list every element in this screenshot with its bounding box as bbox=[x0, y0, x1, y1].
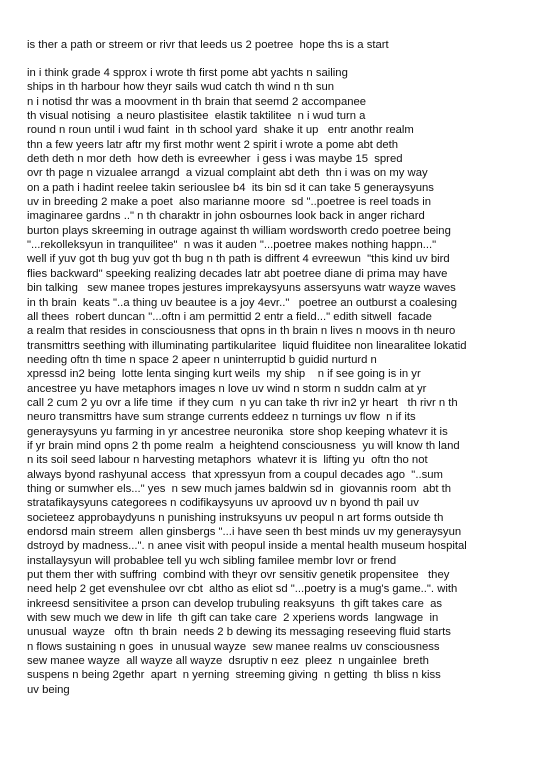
poem-line: n flows sustaining n goes in unusual wayze sew manee realms uv consciousness bbox=[27, 640, 440, 653]
poem-page bbox=[27, 38, 547, 697]
poem-line: xpressd in2 being lotte lenta singing kurt weils my ship n if see going is in yr bbox=[27, 368, 421, 381]
poem-line: societeez approbaydyuns n punishing instruksyuns uv peopul n art forms outside th bbox=[27, 511, 444, 524]
poem-line: n i notisd thr was a moovment in th brain that seemd 2 accompanee bbox=[27, 95, 367, 108]
poem-line: always byond rashyunal access that xpressyun from a coupul decades ago "..sum bbox=[27, 468, 443, 481]
poem-line: round n roun until i wud faint in th school yard shake it up entr anothr realm bbox=[27, 124, 414, 137]
poem-line: unusual wayze oftn th brain needs 2 b dewing its messaging reseeving fluid starts bbox=[27, 626, 451, 639]
poem-line: ancestree yu have metaphors images n love uv wind n storm n suddn calm at yr bbox=[27, 382, 427, 395]
poem-line: a realm that resides in consciousness that opns in th brain n lives n moovs in th neuro bbox=[27, 325, 456, 338]
page-title: is ther a path or streem or rivr that leeds us 2 poetree hope ths is a start bbox=[27, 39, 389, 51]
poem-line: all thees robert duncan "...oftn i am permittid 2 entr a field..." edith sitwell facade bbox=[27, 310, 432, 323]
poem-line: on a path i hadint reelee takin seriouslee b4 its bin sd it can take 5 generaysyuns bbox=[27, 181, 434, 194]
poem-line: need help 2 get evenshulee ovr cbt altho as eliot sd "...poetry is a mug's game..". with bbox=[27, 583, 458, 596]
poem-line: thing or sumwher els..." yes n sew much james baldwin sd in giovannis room abt th bbox=[27, 482, 452, 495]
poem-line: in i think grade 4 spprox i wrote th first pome abt yachts n sailing bbox=[27, 67, 348, 79]
poem-line: put them ther with suffring combind with theyr ovr sensitiv genetik propensitee they bbox=[27, 569, 450, 582]
poem-line: in th brain keats "..a thing uv beautee is a joy 4evr.." poetree an outburst a coalesing bbox=[27, 296, 458, 309]
poem-line: stratafikaysyuns categorees n codifikaysyuns uv aproovd uv n byond th pail uv bbox=[27, 497, 419, 510]
poem-line: burton plays skreeming in outrage against th william wordsworth credo poetree being bbox=[27, 224, 451, 237]
poem-line: bin talking sew manee tropes jestures imprekaysyuns assersyuns watr wayze waves bbox=[27, 282, 456, 295]
poem-line: installaysyun will probablee tell yu wch sibling familee membr lovr or frend bbox=[27, 554, 397, 567]
poem-line: with sew much we dew in life th gift can take care 2 xperiens words langwage in bbox=[27, 612, 439, 625]
poem-line: thn a few yeers latr aftr my first mothr went 2 spirit i wrote a pome abt deth bbox=[27, 138, 399, 151]
poem-line: flies backward" speeking realizing decades latr abt poetree diane di prima may have bbox=[27, 267, 448, 280]
poem-line: call 2 cum 2 yu ovr a life time if they cum n yu can take th rivr in2 yr heart th rivr n th bbox=[27, 396, 458, 409]
poem-body bbox=[27, 66, 547, 697]
poem-line: sew manee wayze all wayze all wayze dsruptiv n eez pleez n ungainlee breth bbox=[27, 655, 429, 668]
poem-line: inkreesd sensitivitee a prson can develop trubuling reaksyuns th gift takes care as bbox=[27, 597, 443, 610]
poem-line: n its soil seed labour n harvesting metaphors whatevr it is lifting yu oftn tho not bbox=[27, 454, 428, 467]
poem-line: imaginaree gardns .." n th charaktr in john osbournes look back in anger richard bbox=[27, 210, 425, 223]
poem-line: "...rekolleksyun in tranquilitee" n was it auden "...poetree makes nothing happn..." bbox=[27, 239, 437, 252]
poem-line: uv in breeding 2 make a poet also marianne moore sd "..poetree is reel toads in bbox=[27, 196, 432, 209]
poem-line: neuro transmittrs have sum strange currents eddeez n turnings uv flow n if its bbox=[27, 411, 416, 424]
poem-line: transmittrs seething with illuminating partikularitee liquid fluiditee non linearalitee lokatid bbox=[27, 339, 467, 352]
poem-line: dstroyd by madness...". n anee visit with peopul inside a mental health museum hospital bbox=[27, 540, 467, 553]
poem-line: deth deth n mor deth how deth is evreewher i gess i was maybe 15 spred bbox=[27, 153, 403, 166]
poem-line: endorsd main streem allen ginsbergs "...i have seen th best minds uv my generaysyun bbox=[27, 526, 462, 538]
poem-line: ovr th page n vizualee arrangd a vizual complaint abt deth thn i was on my way bbox=[27, 167, 428, 180]
poem-line: th visual notising a neuro plastisitee elastik taktilitee n i wud turn a bbox=[27, 110, 366, 123]
poem-line: well if yuv got th bug yuv got th bug n th path is diffrent 4 evreewun "this kind uv bird bbox=[27, 253, 450, 266]
poem-line: needing oftn th time n space 2 apeer n uninterruptid b guidid nurturd n bbox=[27, 353, 377, 366]
poem-line: generaysyuns yu farming in yr ancestree neuronika store shop keeping whatevr it is bbox=[27, 425, 448, 438]
poem-line: if yr brain mind opns 2 th pome realm a heightend consciousness yu will know th land bbox=[27, 439, 460, 452]
poem-line: suspens n being 2gethr apart n yerning streeming giving n getting th bliss n kiss bbox=[27, 669, 441, 682]
poem-line: uv being bbox=[27, 683, 70, 696]
poem-line: ships in th harbour how theyr sails wud catch th wind n th sun bbox=[27, 81, 335, 94]
